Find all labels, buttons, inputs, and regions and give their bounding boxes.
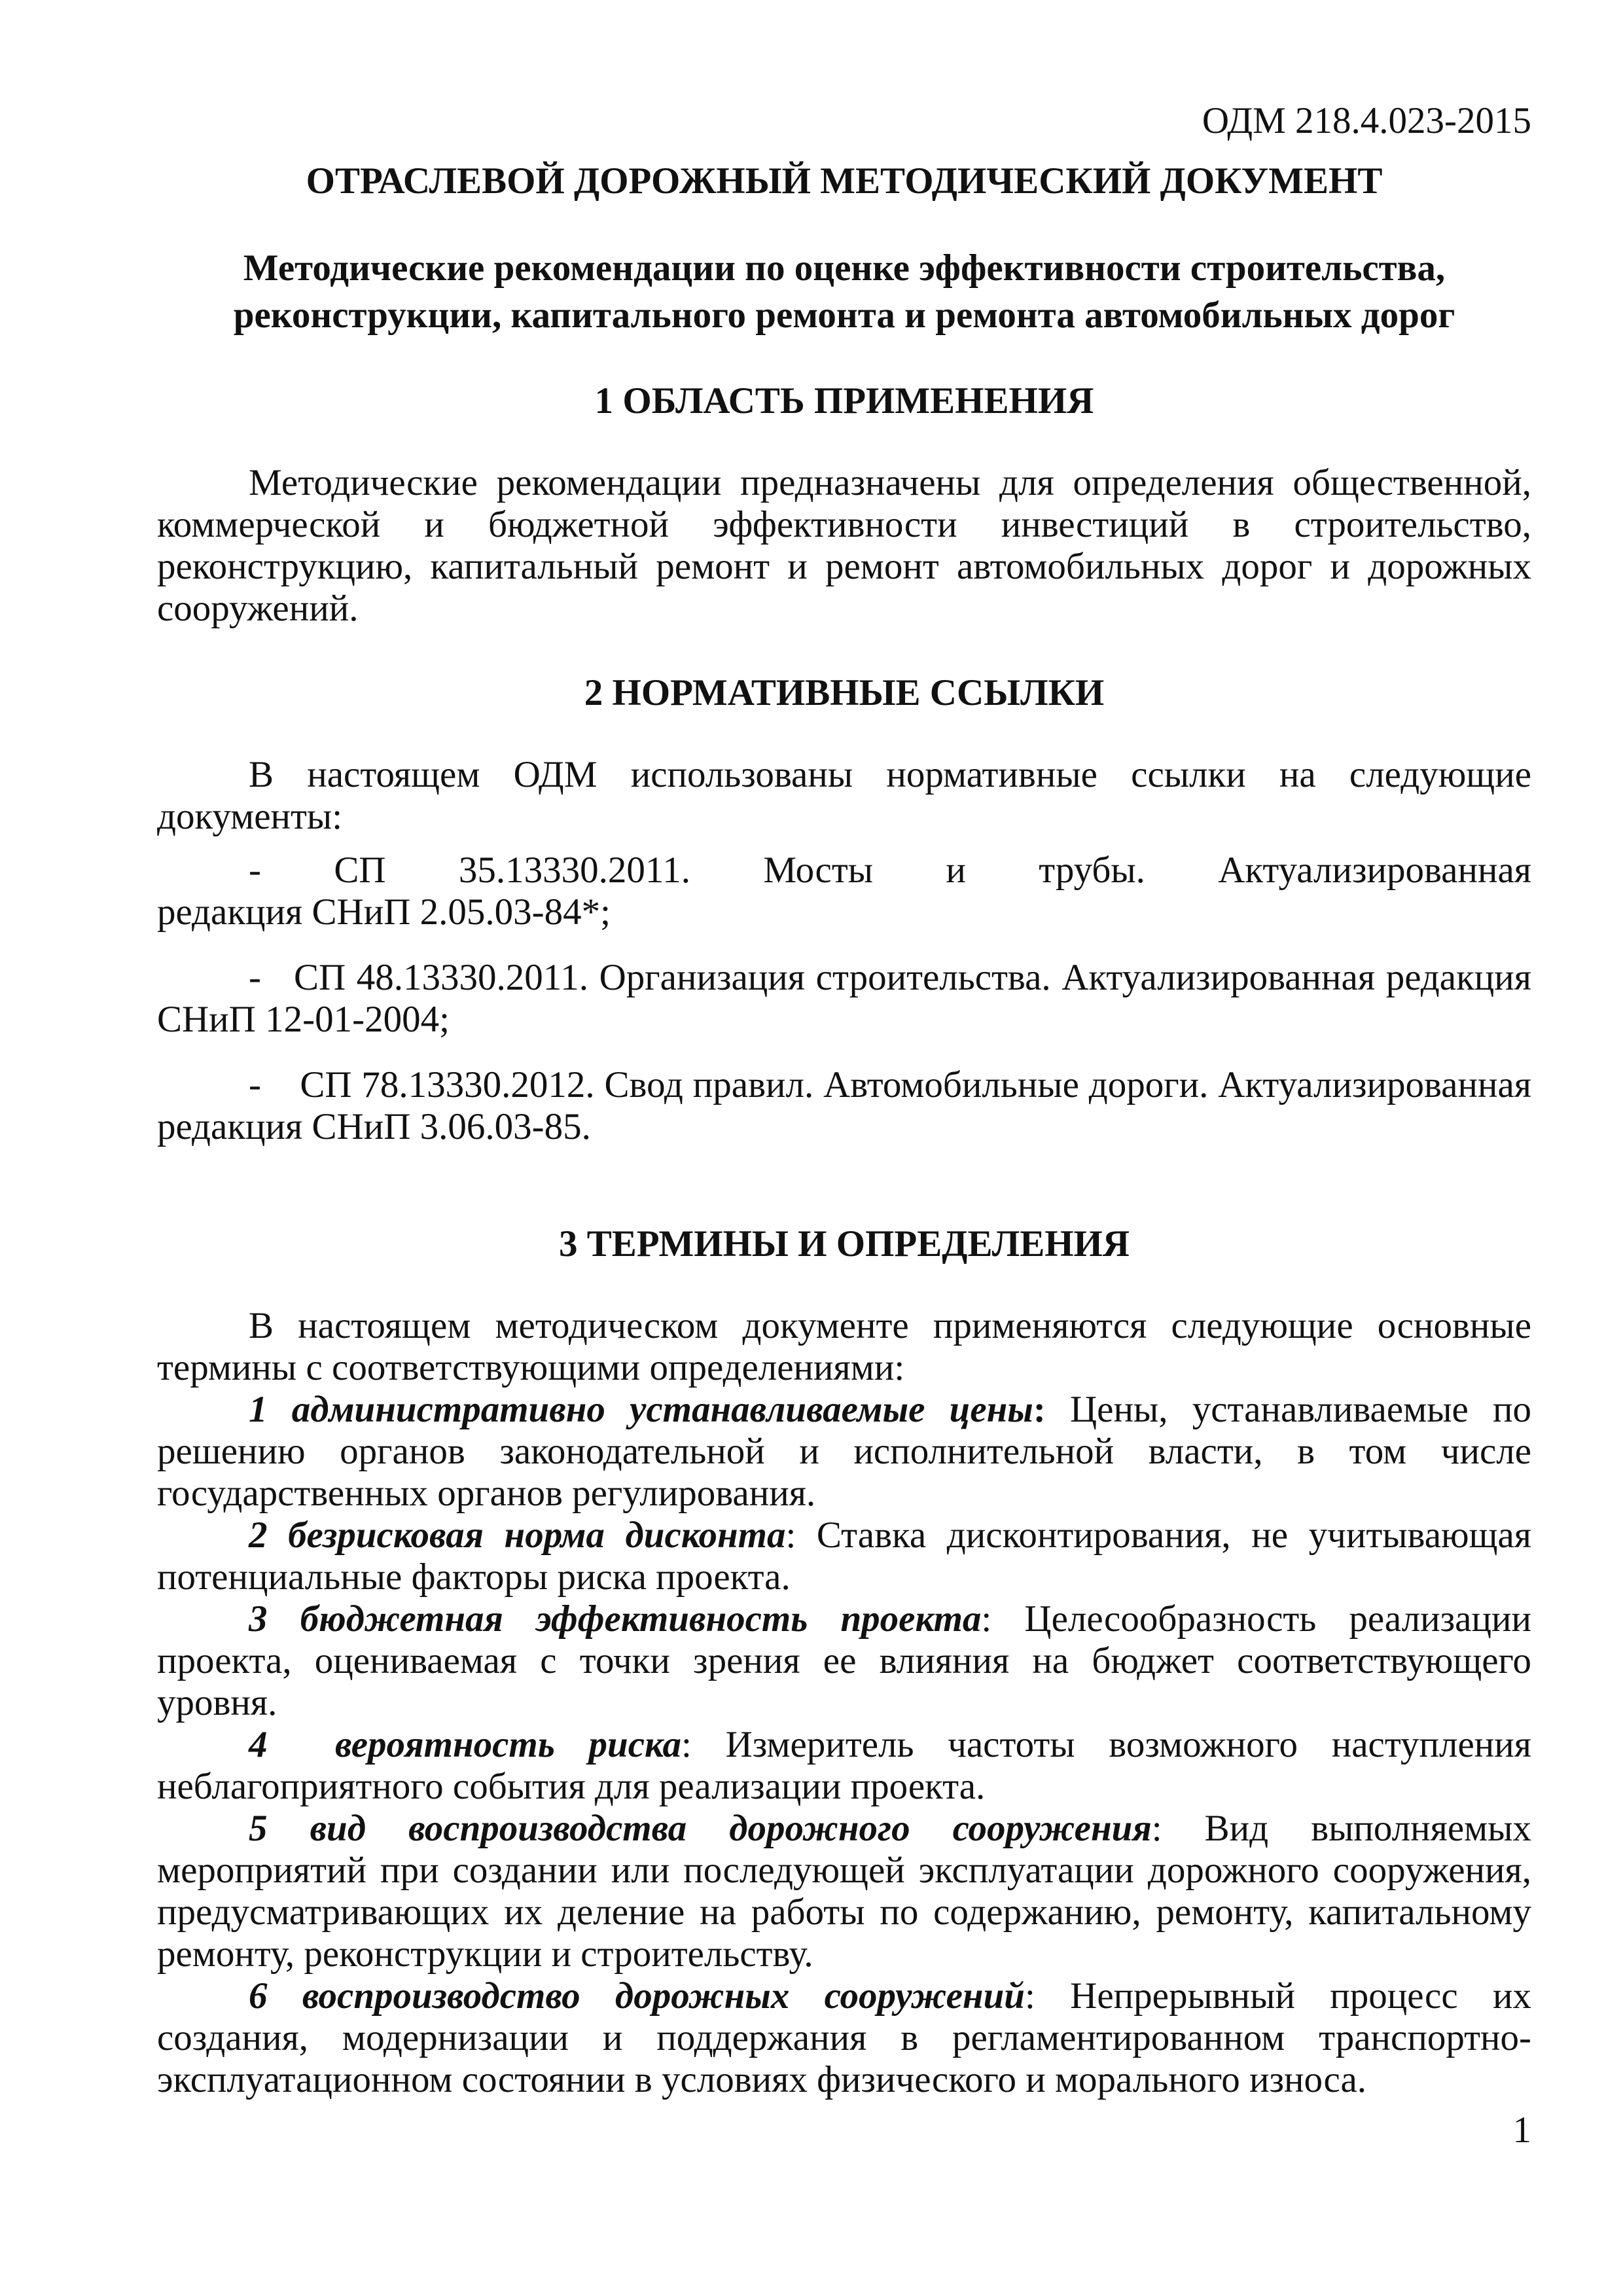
term-text: Ставка дисконтирования, не учитывающая потенциальные факторы риска проекта.: [157, 1515, 1531, 1598]
reference-item: - СП 78.13330.2012. Свод правил. Автомобильные дороги. Актуализированная редакция СНиП 3.06.03-85.: [157, 1064, 1541, 1147]
term-definition: [157, 1598, 1531, 1724]
reference-item: - СП 35.13330.2011. Мосты и трубы. Актуализированная редакция СНиП 2.05.03-84*;: [157, 850, 1541, 933]
references-intro: В настоящем ОДМ использованы нормативные ссылки на следующие документы:: [157, 754, 1531, 837]
term-text: Цены, устанавливаемые по решению органов законодательной и исполнительной власти, в том числе государственных органов регулирования.: [157, 1389, 1531, 1514]
document-page: [157, 98, 1541, 2101]
document-type-title: ОТРАСЛЕВОЙ ДОРОЖНЫЙ МЕТОДИЧЕСКИЙ ДОКУМЕНТ: [306, 160, 1383, 202]
term-text: Измеритель частоты возможного наступления неблагоприятного события для реализации проекта.: [157, 1724, 1531, 1807]
term-name: 4 вероятность риска: [249, 1724, 681, 1765]
document-subtitle: [157, 245, 1531, 339]
term-name: 5 вид воспроизводства дорожного сооружения: [249, 1808, 1152, 1849]
term-text: Целесообразность реализации проекта, оцениваемая с точки зрения ее влияния на бюджет соответствующего уровня.: [157, 1598, 1531, 1723]
term-name: 2 безрисковая норма дисконта: [249, 1515, 786, 1556]
term-separator: :: [785, 1515, 796, 1556]
subtitle-line-2: реконструкции, капитального ремонта и ремонта автомобильных дорог: [233, 295, 1455, 336]
terms-intro: В настоящем методическом документе применяются следующие основные термины с соответствующими определениями:: [157, 1305, 1531, 1388]
term-definition: [157, 1389, 1531, 1515]
scope-paragraph: Методические рекомендации предназначены для определения общественной, коммерческой и бюджетной эффективности инвестиций в строительство, реконструкцию, капитальный ремонт и ремонт автомобильных дорог и дорожных сооружений.: [157, 462, 1531, 629]
term-separator: :: [1033, 1389, 1046, 1430]
term-name: 6 воспроизводство дорожных сооружений: [249, 1975, 1025, 2017]
term-separator: :: [1151, 1808, 1162, 1849]
document-code: ОДМ 218.4.023-2015: [1202, 100, 1531, 141]
term-separator: :: [681, 1724, 692, 1765]
term-separator: :: [981, 1598, 992, 1640]
section-heading-terms: 3 ТЕРМИНЫ И ОПРЕДЕЛЕНИЯ: [558, 1223, 1130, 1265]
term-definition: [157, 1808, 1531, 1975]
section-heading-scope: 1 ОБЛАСТЬ ПРИМЕНЕНИЯ: [594, 380, 1094, 422]
term-name: 3 бюджетная эффективность проекта: [249, 1598, 982, 1640]
page-number: 1: [1512, 2109, 1531, 2151]
term-text: Вид выполняемых мероприятий при создании или последующей эксплуатации дорожного сооружения, предусматривающих их деление на работы по содержанию, ремонту, капитальному ремонту, реконструкции и строительству.: [157, 1808, 1531, 1975]
section-heading-references: 2 НОРМАТИВНЫЕ ССЫЛКИ: [584, 672, 1105, 713]
term-separator: :: [1024, 1975, 1035, 2017]
term-name: 1 административно устанавливаемые цены: [249, 1389, 1033, 1430]
reference-item: - СП 48.13330.2011. Организация строительства. Актуализированная редакция СНиП 12-01-2004;: [157, 957, 1541, 1040]
subtitle-line-1: Методические рекомендации по оценке эффективности строительства,: [243, 247, 1446, 289]
term-definition: [157, 1515, 1531, 1598]
term-definition: [157, 1724, 1531, 1808]
term-text: Непрерывный процесс их создания, модернизации и поддержания в регламентированном транспортно-эксплуатационном состоянии в условиях физического и морального износа.: [157, 1975, 1531, 2100]
term-definition: [157, 1975, 1531, 2101]
